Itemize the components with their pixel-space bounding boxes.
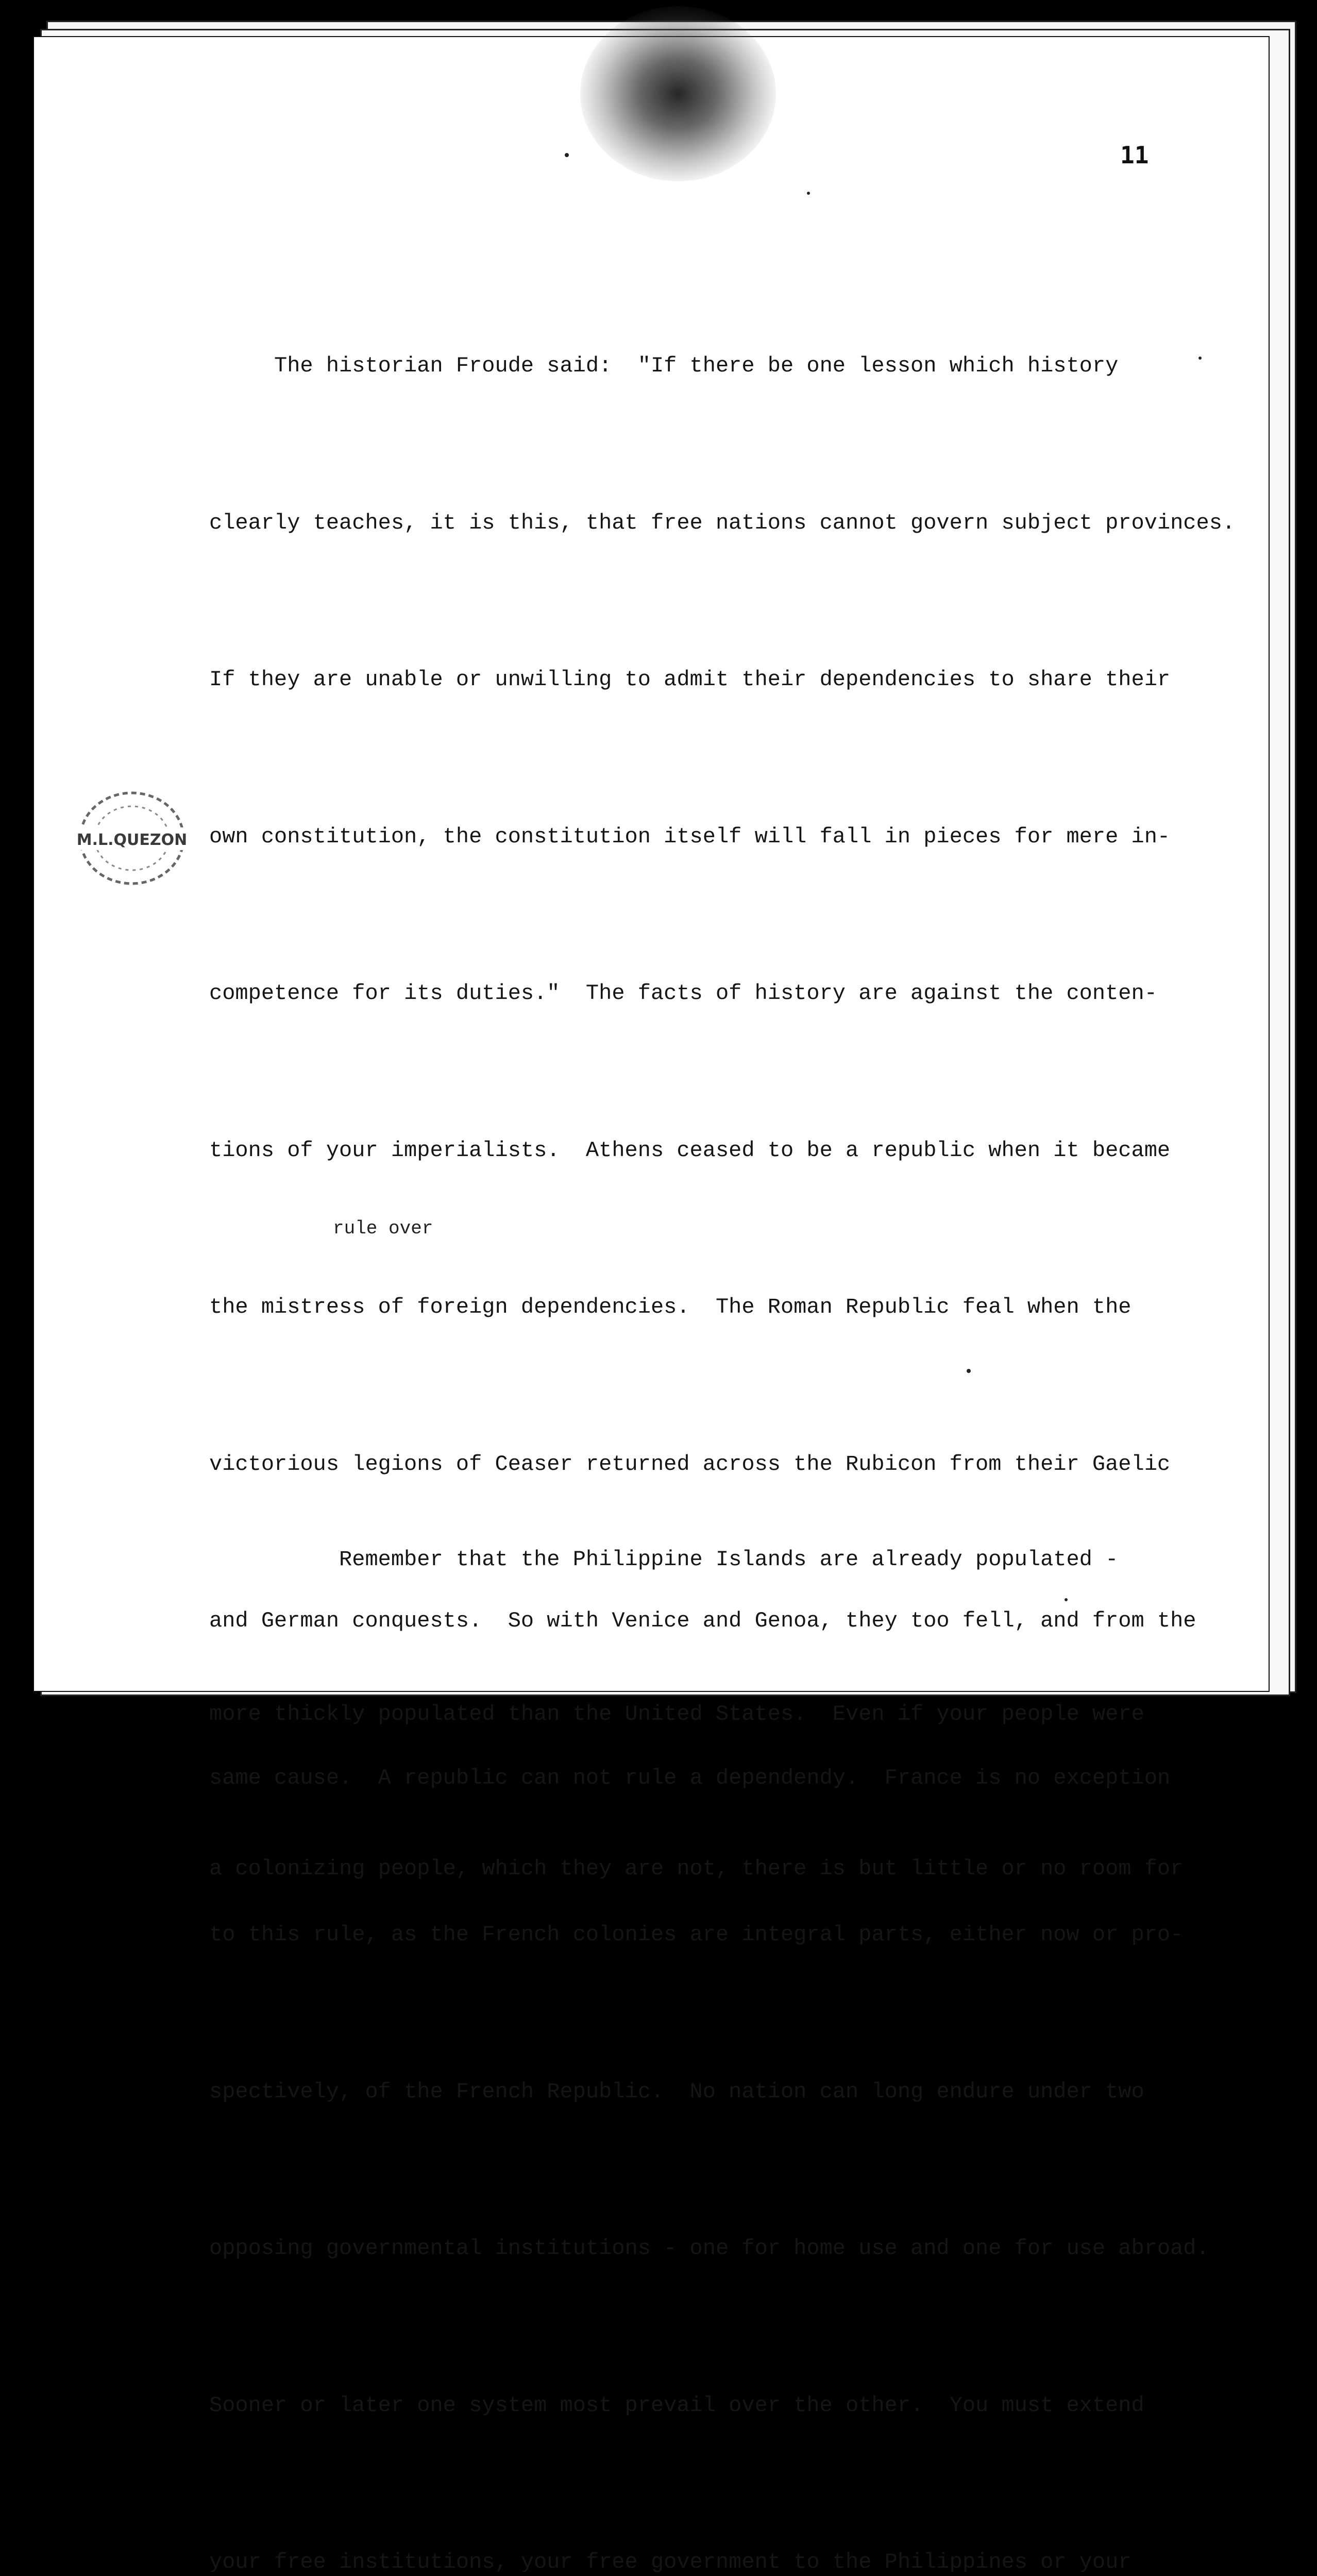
ink-speck bbox=[1198, 357, 1202, 360]
text-line: spectively, of the French Republic. No nation can long endure under two bbox=[209, 2079, 1144, 2104]
text-line: The historian Froude said: "If there be one lesson which history bbox=[209, 353, 1119, 378]
ink-speck bbox=[807, 192, 810, 195]
text-line: tions of your imperialists. Athens ceased to be a republic when it became bbox=[209, 1138, 1171, 1163]
paragraph-1 bbox=[209, 235, 1265, 2576]
text-line: your free institutions, your free government to the Philippines or your bbox=[209, 2550, 1132, 2574]
text-line: opposing governmental institutions - one for home use and one for use abroad. bbox=[209, 2236, 1209, 2261]
paragraph-2 bbox=[209, 1431, 1265, 1997]
text-line: and German conquests. So with Venice and Genoa, they too fell, and from the bbox=[209, 1608, 1196, 1633]
text-line: same cause. A republic can not rule a dependendy. France is no exception bbox=[209, 1765, 1171, 1790]
typed-page bbox=[33, 36, 1270, 2574]
ink-speck bbox=[565, 153, 569, 157]
text-line: own constitution, the constitution itself will fall in pieces for mere in- bbox=[209, 824, 1171, 849]
library-stamp bbox=[70, 784, 199, 892]
text-line: to this rule, as the French colonies are integral parts, either now or pro- bbox=[209, 1922, 1184, 1947]
text-line: a colonizing people, which they are not, there is but little or no room for bbox=[209, 1856, 1184, 1881]
text-line: Sooner or later one system most prevail over the other. You must extend bbox=[209, 2393, 1144, 2418]
text-line: more thickly populated than the United States. Even if your people were bbox=[209, 1702, 1144, 1726]
text-line: victorious legions of Ceaser returned across the Rubicon from their Gaelic bbox=[209, 1451, 1171, 1477]
ink-smudge bbox=[580, 6, 776, 181]
text-line: the mistress of foreign dependencies. The Roman Republic feal when the bbox=[209, 1295, 1132, 1319]
handwritten-insertion: rule over bbox=[333, 1218, 433, 1239]
ink-speck bbox=[1065, 1598, 1068, 1601]
stamp-text: M.L.QUEZON bbox=[76, 831, 188, 849]
text-line: clearly teaches, it is this, that free nations cannot govern subject provinces. bbox=[209, 510, 1236, 535]
text-line: Remember that the Philippine Islands are already populated - bbox=[209, 1547, 1119, 1572]
text-line: competence for its duties." The facts of history are against the conten- bbox=[209, 981, 1157, 1006]
ink-speck bbox=[967, 1369, 971, 1373]
text-line: If they are unable or unwilling to admit their dependencies to share their bbox=[209, 667, 1171, 692]
page-number: 11 bbox=[1120, 141, 1149, 169]
